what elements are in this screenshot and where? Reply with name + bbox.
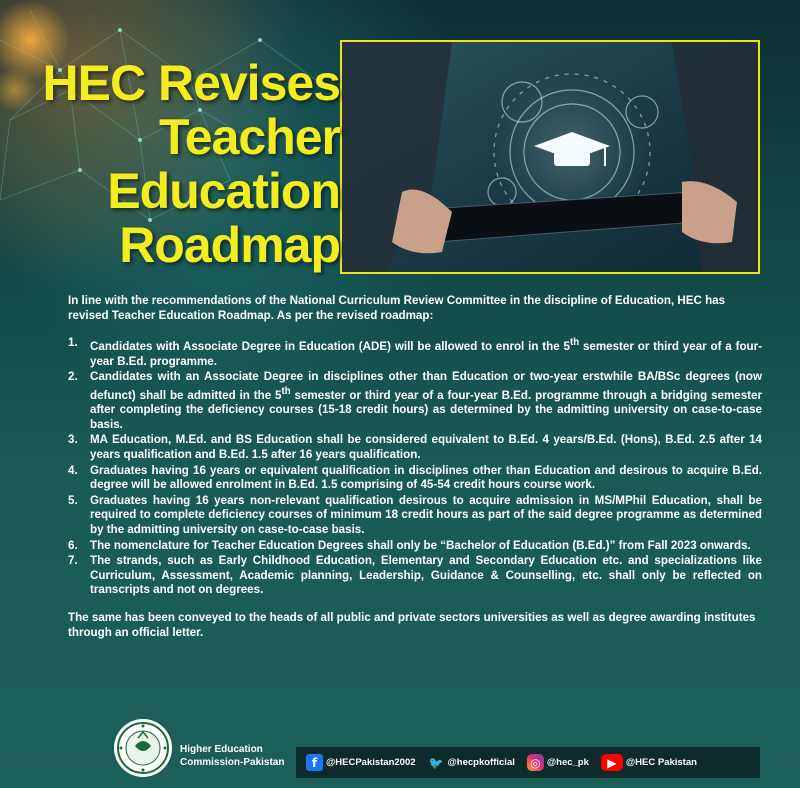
roadmap-item-4 [68,464,762,493]
item-number: 6. [68,538,78,552]
item-text: The nomenclature for Teacher Education Degrees shall only be “Bachelor of Education (B.Ed.)” from Fall 2023 onwards. [90,538,751,552]
youtube-icon: ▶ [601,754,623,771]
roadmap-item-3 [68,433,762,462]
organization-name [180,743,310,769]
item-number: 5. [68,493,78,507]
social-link-twitter[interactable] [428,754,515,771]
item-number: 3. [68,433,78,447]
instagram-icon: ◎ [527,754,544,771]
facebook-icon: f [306,754,323,771]
roadmap-item-1 [68,336,762,369]
announcement-body [68,294,762,640]
item-text: Candidates with Associate Degree in Education (ADE) will be allowed to enrol in the 5th semester or third year of a four-year B.Ed. programme. [90,337,762,368]
item-number: 4. [68,463,78,477]
headline-line-2: Teacher [158,109,340,165]
closing-paragraph: The same has been conveyed to the heads of all public and private sectors universities as well as degree awarding institutes through an official letter. [68,611,756,639]
item-number: 7. [68,554,78,568]
social-link-youtube[interactable] [601,754,697,771]
item-text: Candidates with an Associate Degree in disciplines other than Education or two-year erstwhile BA/BSc degrees (now defunct) shall be admitted in the 5th semester or third year of a four-year B.Ed. programme through a bridging semester after completing the deficiency courses (15-18 credit hours) as determined by the admitting university on case-to-case basis. [90,370,763,431]
social-handle: @hecpkofficial [447,757,515,768]
item-text: MA Education, M.Ed. and BS Education shall be considered equivalent to B.Ed. 4 years/B.Ed. (Hons), B.Ed. 2.5 after 14 years qualification and B.Ed. 1.5 after 16 years qualification. [90,433,762,462]
social-link-instagram[interactable] [527,754,589,771]
item-number: 2. [68,370,78,384]
social-link-facebook[interactable] [306,754,416,771]
hero-photo [340,40,760,274]
headline [40,56,340,272]
social-handle: @HEC Pakistan [625,757,697,768]
item-text: The strands, such as Early Childhood Education, Elementary and Secondary Education etc. and specializations like Curriculum, Assessment, Academic planning, Leadership, Guidance & Counselling, etc. shall only be reflected on transcripts and not on degrees. [90,554,762,597]
headline-line-4: Roadmap [119,217,340,273]
item-text: Graduates having 16 years non-relevant qualification desirous to acquire admission in MS/MPhil Education, shall be required to complete deficiency courses of minimum 18 credit hours as part of the said degree programme as determined by the admitting university on case-to-case basis. [90,493,762,537]
hec-seal-logo [113,718,173,778]
item-number: 1. [68,336,78,350]
social-media-bar [296,747,760,778]
roadmap-item-5 [68,494,762,538]
headline-line-1: HEC Revises [42,55,340,111]
social-handle: @HECPakistan2002 [326,757,416,768]
twitter-icon: 🐦 [428,755,444,770]
roadmap-item-6 [68,539,762,554]
organization-line-1: Higher Education [180,744,263,755]
social-handle: @hec_pk [546,757,589,768]
roadmap-item-7 [68,554,762,598]
intro-paragraph: In line with the recommendations of the National Curriculum Review Committee in the discipline of Education, HEC has revised Teacher Education Roadmap. As per the revised roadmap: [68,294,726,322]
item-text: Graduates having 16 years or equivalent qualification in disciplines other than Education and desirous to acquire B.Ed. degree will be allowed enrolment in B.Ed. 1.5 comprising of 45-54 credit hours course work. [90,463,762,492]
roadmap-list [68,336,762,598]
roadmap-item-2 [68,370,762,432]
organization-line-2: Commission-Pakistan [180,757,285,768]
tablet-graduation-illustration [342,42,760,274]
headline-line-3: Education [107,163,340,219]
